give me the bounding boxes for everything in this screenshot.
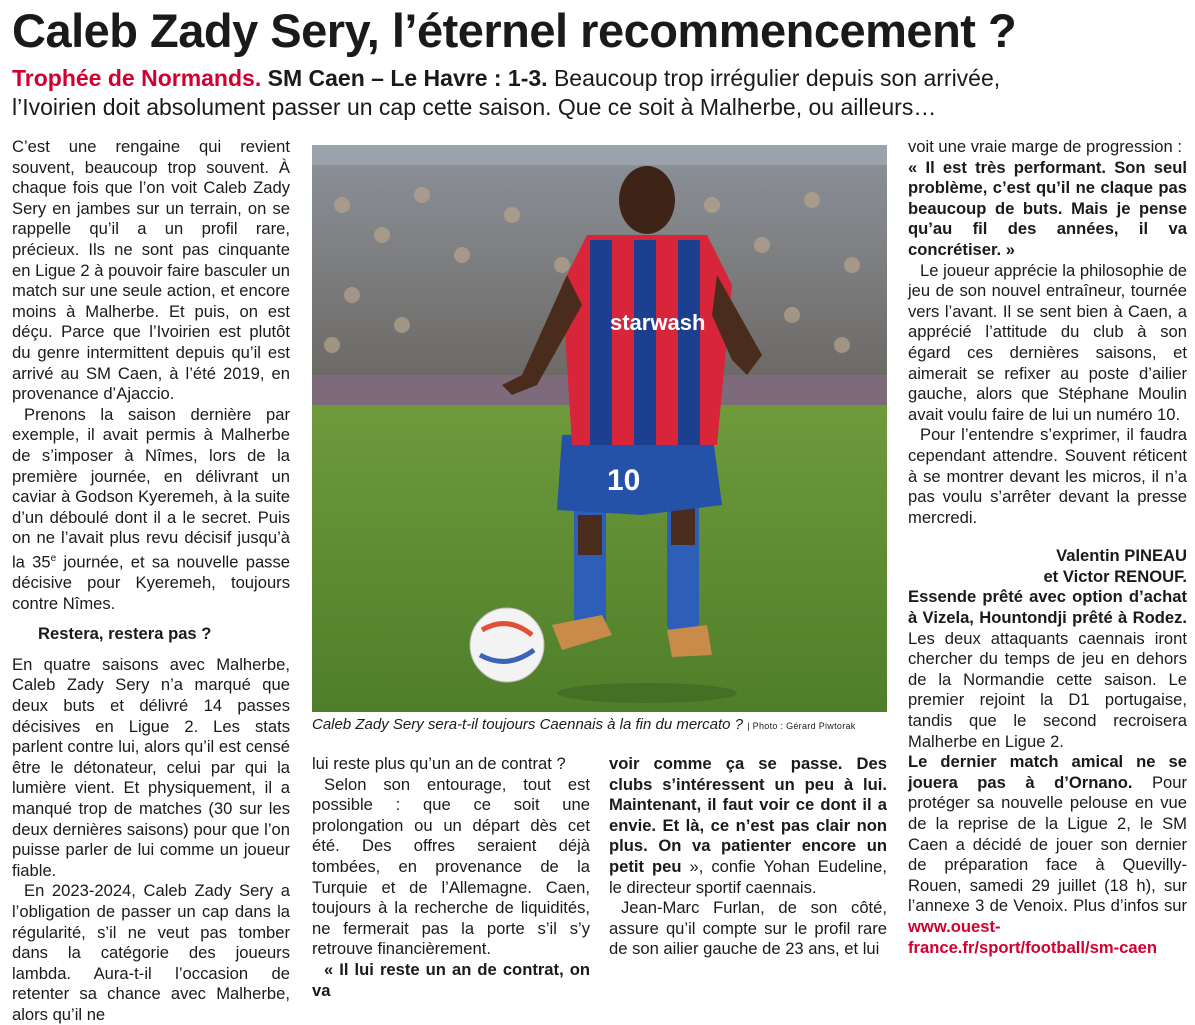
kicker: Trophée de Normands. xyxy=(12,65,262,91)
website-link[interactable]: www.ouest-france.fr/sport/football/sm-caen xyxy=(908,916,1157,957)
paragraph xyxy=(12,405,290,614)
paragraph-text: journée, et sa nouvelle passe décisive pour Kyeremeh, toujours contre Nîmes. xyxy=(12,552,291,613)
column-1 xyxy=(12,137,290,1025)
paragraph: C’est une rengaine qui revient souvent, beaucoup trop souvent. À chaque fois que l’on voit Caleb Zady Sery en jambes sur un terrain, on se rappelle qu’il a un profil rare, précieux. Ils ne sont pas cinquante en Ligue 2 à pouvoir faire basculer un match sur une seule action, et encore moins à Malherbe. Et puis, on est déçu. Parce que l’Ivoirien est plutôt du genre intermittent depuis qu’il est arrivé au SM Caen, à l’été 2019, en provenance d’Ajaccio. xyxy=(12,137,290,404)
brief-1 xyxy=(908,587,1187,752)
match-score: SM Caen – Le Havre : 1-3. xyxy=(267,65,548,91)
paragraph-text: », confie Yohan Eudeline, le directeur sportif caennais. xyxy=(609,856,887,897)
column-3 xyxy=(609,754,887,960)
photo-caption xyxy=(312,716,902,733)
paragraph: lui reste plus qu’un an de contrat ? xyxy=(312,754,566,773)
paragraph: Pour l’entendre s’exprimer, il faudra cependant attendre. Souvent réticent à se montrer devant les micros, il n’a pas voulu s’arrêter devant la presse mercredi. xyxy=(908,425,1187,527)
brief-lead: Essende prêté avec option d’achat à Vizela, Hountondji prêté à Rodez. xyxy=(908,587,1187,628)
author-1: Valentin PINEAU xyxy=(1056,546,1187,566)
author-2: et Victor RENOUF. xyxy=(1043,566,1187,586)
paragraph: Jean-Marc Furlan, de son côté, assure qu’il compte sur le profil rare de son ailier gauche de 23 ans, et lui xyxy=(609,898,887,959)
chapo-line2: l’Ivoirien doit absolument passer un cap cette saison. Que ce soit à Malherbe, ou ailleurs… xyxy=(12,94,937,120)
paragraph-text: Prenons la saison dernière par exemple, il avait permis à Malherbe de s’imposer à Nîmes, lors de la première journée, en délivrant un caviar à Godson Kyeremeh, à la suite d’un déboulé dont il a le secret. Puis on ne l’avait plus revu décisif jusqu’à la 35 xyxy=(12,404,290,572)
brief-2 xyxy=(908,752,1187,958)
quote: « Il lui reste un an de contrat, on va xyxy=(312,959,590,1000)
paragraph: En 2023-2024, Caleb Zady Sery a l’obligation de passer un cap dans la régularité, s’il ne veut pas tomber dans la catégorie des joueurs lambda. Aura-t-il l’occasion de retenter sa chance avec Malherbe, alors qu’il ne xyxy=(12,881,290,1024)
paragraph xyxy=(609,754,887,898)
player-photo xyxy=(312,145,887,712)
byline xyxy=(908,546,1187,587)
paragraph: Le joueur apprécie la philosophie de jeu de son nouvel entraîneur, tournée vers l’avant. Il se sent bien à Caen, a apprécié l’attitude du club à son égard ces dernières saisons, et aimerait se refixer au poste d’ailier gauche, alors que Stéphane Moulin avait voulu faire de lui un numéro 10. xyxy=(908,260,1187,424)
chapo-line1: Beaucoup trop irrégulier depuis son arrivée, xyxy=(547,65,1001,91)
photo-credit: | Photo : Gérard Piwtorak xyxy=(747,721,856,731)
paragraph: En quatre saisons avec Malherbe, Caleb Zady Sery n’a marqué que deux buts et délivré 14 passes décisives en Ligue 2. Les stats parlent contre lui, alors qu’il est censé être le détonateur, celui par qui la lumière vient. Et physiquement, il a manqué trop de matches (30 sur les deux dernières saisons) pour que l’on puisse parler de lui comme un joueur fiable. xyxy=(12,654,290,880)
brief-text: Pour protéger sa nouvelle pelouse en vue de la reprise de la Ligue 2, le SM Caen a décidé de jouer son dernier de préparation face à Quevilly-Rouen, samedi 29 juillet (18 h), sur l’annexe 3 de Venoix. Plus d’infos sur xyxy=(908,772,1187,916)
photo-illustration xyxy=(312,145,887,712)
column-2 xyxy=(312,754,590,1001)
chapo xyxy=(12,64,1192,122)
headline: Caleb Zady Sery, l’éternel recommencement ? xyxy=(12,4,1017,57)
quote: « Il est très performant. Son seul problème, c’est qu’il ne claque pas beaucoup de buts. Mais je pense qu’au fil des années, il va concrétiser. » xyxy=(908,157,1187,259)
subheading: Restera, restera pas ? xyxy=(38,624,212,644)
shirt-sponsor: starwash xyxy=(610,310,706,335)
brief-lead: Le dernier match amical ne se jouera pas à d’Ornano. xyxy=(908,752,1187,792)
paragraph: Selon son entourage, tout est possible : que ce soit une prolongation ou un départ dès cet été. Des offres seraient déjà tombées, en provenance de la Turquie et de l’Allemagne. Caen, toujours à la recherche de liquidités, ne fermerait pas la porte s’il s’y retrouve financièrement. xyxy=(312,774,590,959)
column-4 xyxy=(908,137,1187,958)
quote: voir comme ça se passe. Des clubs s’intéressent un peu à lui. Maintenant, il faut voir ce dont il a envie. Et là, ce n’est pas clair non plus. On va patienter encore un petit peu xyxy=(609,754,887,876)
brief-text: Les deux attaquants caennais iront chercher du temps de jeu en dehors de la Normandie cette saison. Le premier rejoint la D1 portugaise, tandis que le second recroisera Malherbe en Ligue 2. xyxy=(908,628,1187,751)
caption-text: Caleb Zady Sery sera-t-il toujours Caennais à la fin du mercato ? xyxy=(312,716,744,733)
shorts-number: 10 xyxy=(607,464,641,497)
paragraph: voit une vraie marge de progression : xyxy=(908,137,1182,156)
superscript: e xyxy=(50,552,57,564)
